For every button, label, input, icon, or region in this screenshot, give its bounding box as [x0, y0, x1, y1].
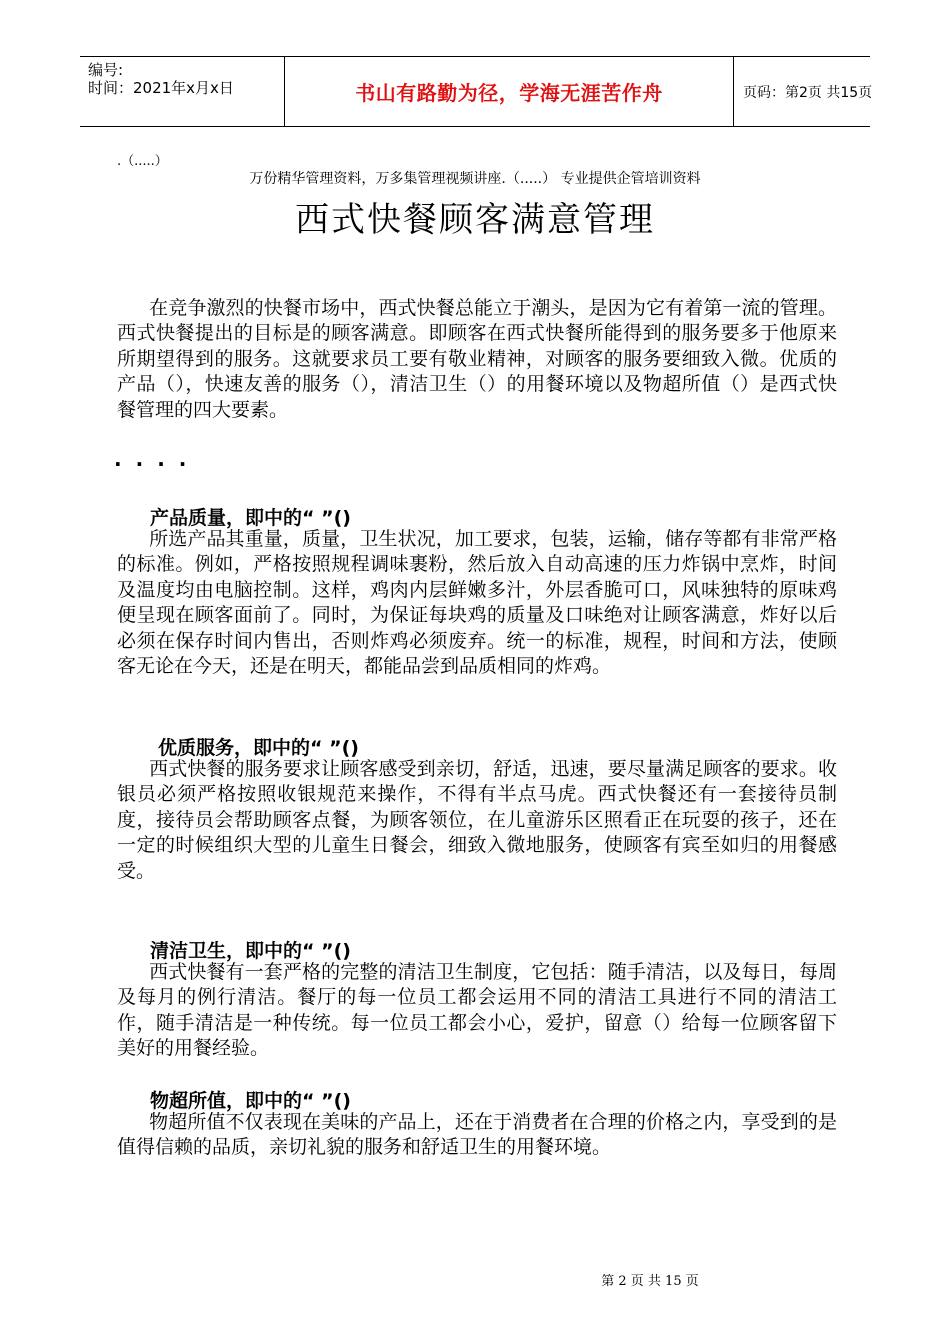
section-body-product: [117, 527, 837, 679]
header-motto-cell: [284, 57, 734, 126]
section-text: 西式快餐的服务要求让顾客感受到亲切，舒适，迅速，要尽量满足顾客的要求。收银员必须严格按照收银规范来操作，不得有半点马虎。西式快餐还有一套接待员制度，接待员会帮助顾客点餐，为顾客领位，在儿童游乐区照看正在玩耍的孩子，还在一定的时候组织大型的儿童生日餐会，细致入微地服务，使顾客有宾至如归的用餐感受。: [117, 758, 837, 882]
section-text: 物超所值不仅表现在美味的产品上，还在于消费者在合理的价格之内，享受到的是值得信赖的品质，亲切礼貌的服务和舒适卫生的用餐环境。: [117, 1111, 837, 1159]
header-meta: [80, 57, 284, 126]
section-text: 西式快餐有一套严格的完整的清洁卫生制度，它包括：随手清洁，以及每日，每周及每月的例行清洁。餐厅的每一位员工都会运用不同的清洁工具进行不同的清洁工作，随手清洁是一种传统。每一位员工都会小心，爱护，留意（）给每一位顾客留下美好的用餐经验。: [117, 961, 837, 1060]
section-body-clean: [117, 960, 837, 1062]
section-body-value: [117, 1110, 837, 1161]
header-page-cell: [732, 57, 873, 126]
motto: 书山有路勤为径，学海无涯苦作舟: [355, 81, 663, 105]
time-label: 时间：2021年x月x日: [88, 79, 234, 97]
bullet-dots: ····: [114, 452, 201, 476]
intro-paragraph: [117, 296, 837, 423]
section-heading-product: 产品质量，即中的“ ”(): [150, 507, 351, 529]
page-info: 页码：第2页 共15页: [743, 84, 873, 101]
section-body-service: [117, 757, 837, 884]
section-heading-value: 物超所值，即中的“ ”(): [150, 1090, 351, 1112]
page-header: [80, 56, 873, 127]
section-heading-service: 优质服务，即中的“ ”(): [158, 737, 359, 759]
intro-text: 在竞争激烈的快餐市场中，西式快餐总能立于潮头，是因为它有着第一流的管理。西式快餐提出的目标是的顾客满意。即顾客在西式快餐所能得到的服务要多于他原来所期望得到的服务。这就要求员工要有敬业精神，对顾客的服务要细致入微。优质的产品（），快速友善的服务（），清洁卫生（）的用餐环境以及物超所值（）是西式快餐管理的四大要素。: [117, 297, 837, 421]
section-heading-clean: 清洁卫生，即中的“ ”(): [150, 940, 351, 962]
page-footer: 第 2 页 共 15 页: [601, 1274, 699, 1289]
subheader: 万份精华管理资料，万多集管理视频讲座.（.....） 专业提供企管培训资料: [249, 171, 701, 187]
document-title: 西式快餐顾客满意管理: [295, 200, 655, 240]
code-label: 编号:: [88, 61, 124, 79]
top-note: .（.....）: [117, 154, 168, 169]
section-text: 所选产品其重量，质量，卫生状况，加工要求，包装，运输，储存等都有非常严格的标准。例如，严格按照规程调味裹粉，然后放入自动高速的压力炸锅中烹炸，时间及温度均由电脑控制。这样，鸡肉内层鲜嫩多汁，外层香脆可口，风味独特的原味鸡便呈现在顾客面前了。同时，为保证每块鸡的质量及口味绝对让顾客满意，炸好以后必须在保存时间内售出，否则炸鸡必须废弃。统一的标准，规程，时间和方法，使顾客无论在今天，还是在明天，都能品尝到品质相同的炸鸡。: [117, 528, 837, 678]
